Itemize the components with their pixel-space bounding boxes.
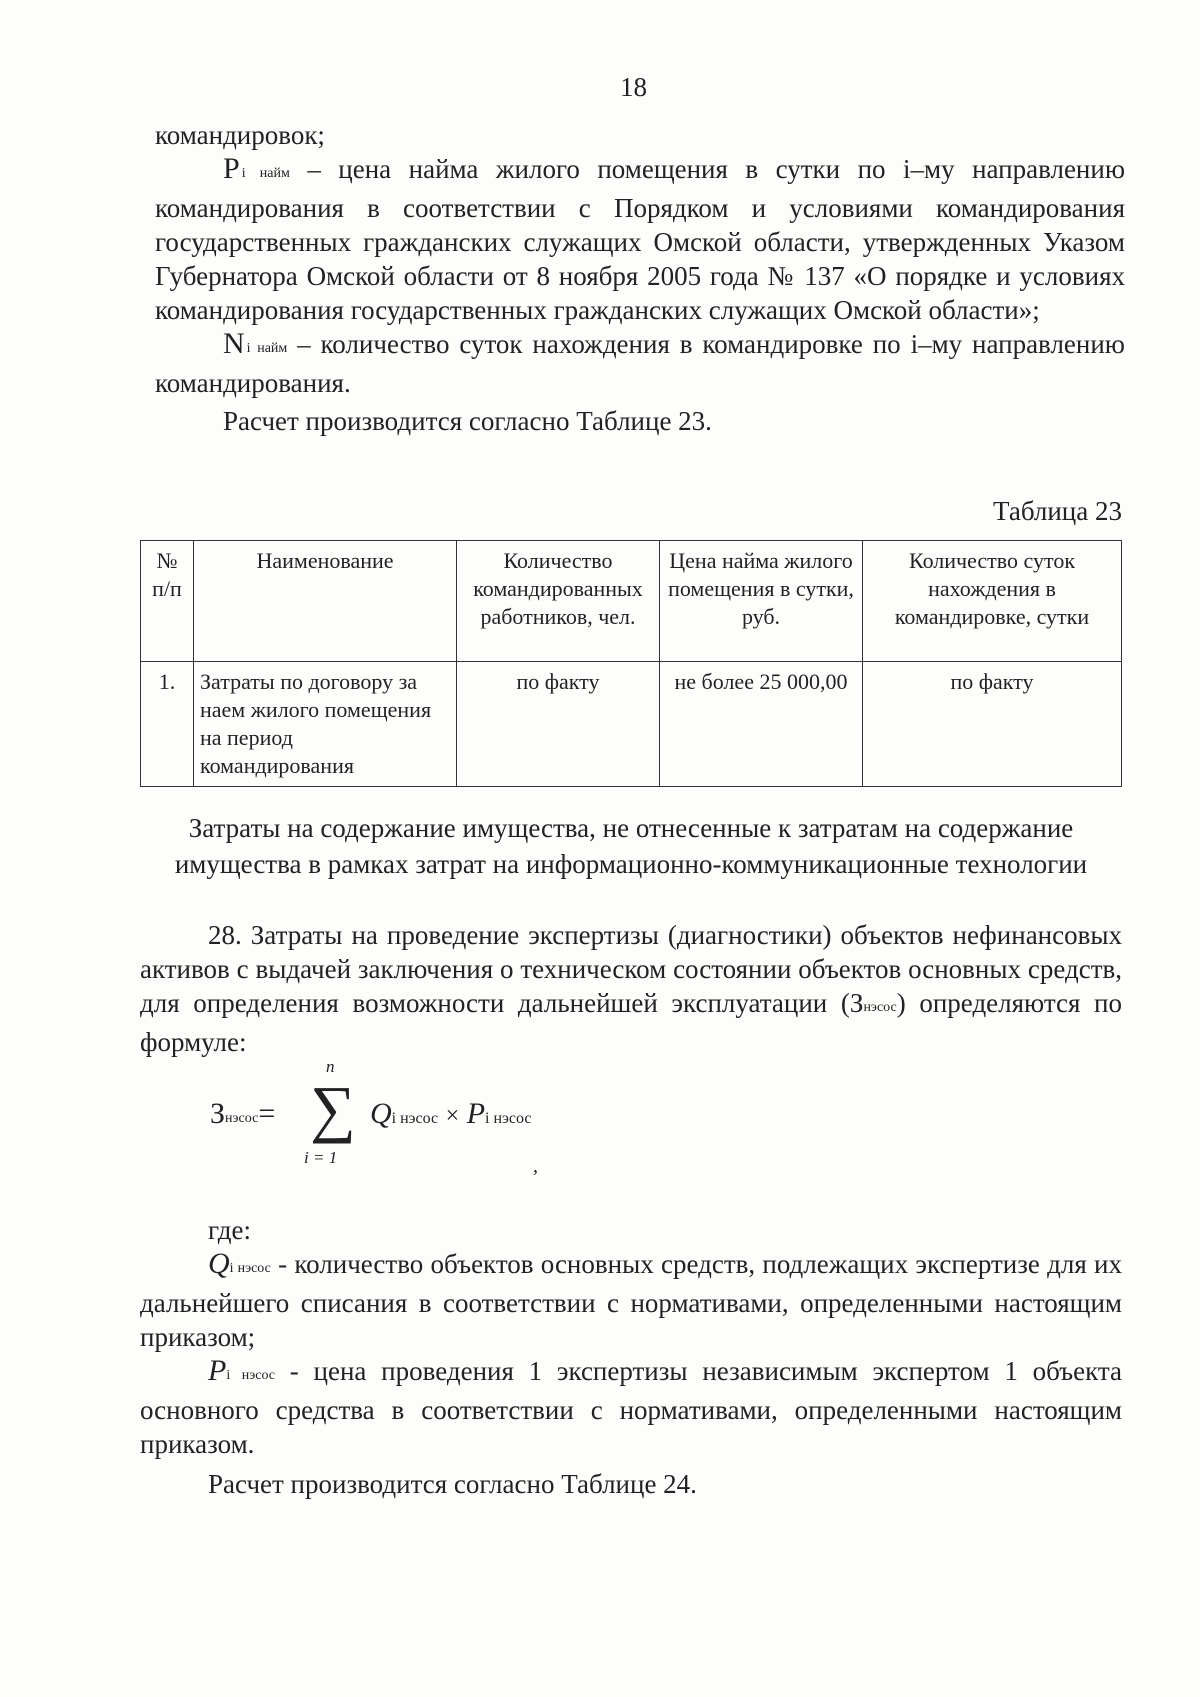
calc-note-23: Расчет производится согласно Таблице 23. (223, 406, 712, 436)
definition-p (140, 1354, 1122, 1461)
q-symbol: Q (208, 1247, 230, 1280)
definition-q (140, 1247, 1122, 1354)
formula-times: × (445, 1103, 460, 1129)
calc-note-24: Расчет производится согласно Таблице 24. (208, 1469, 697, 1499)
n-index: i найм (246, 341, 288, 356)
n-definition-text: – количество суток нахождения в командировке по i–му направлению командирования. (155, 329, 1125, 398)
where-label: где: (208, 1215, 251, 1245)
p28-text-before: 28. Затраты на проведение экспертизы (диагностики) объектов нефинансовых активов с выдачей заключения о техническом состоянии объектов основных средств, для определения возможности дальнейшей эксплуатации (З (140, 920, 1122, 1018)
formula-lhs-symbol: З (210, 1097, 226, 1130)
header-price: Цена найма жилого помещения в сутки, руб. (660, 541, 863, 662)
page-number: 18 (620, 72, 647, 102)
formula-q-index: i нэсос (391, 1110, 439, 1127)
paragraph-continuation (155, 118, 1125, 438)
q-index: i нэсос (229, 1261, 271, 1276)
formula-rhs (370, 1097, 532, 1131)
p-definition-text: – цена найма жилого помещения в сутки по i–му направлению командирования в соответствии с Порядком и условиями командирования государственных гражданских служащих Омской области, утвержденных Указом Губернатора Омской области от 8 ноября 2005 года № 137 «О порядке и условиях командирования государственных гражданских служащих Омской области»; (155, 154, 1125, 325)
paragraph-28 (140, 918, 1122, 1059)
header-num: № п/п (141, 541, 194, 662)
p-index-2: i нэсос (226, 1368, 276, 1383)
sum-lower-limit: i = 1 (304, 1148, 338, 1167)
p-symbol-2: P (208, 1354, 227, 1387)
n-symbol: N (223, 327, 247, 360)
formula-p-symbol: P (466, 1097, 486, 1130)
formula-lhs (210, 1097, 275, 1131)
formula-lhs-index: нэсос (225, 1111, 259, 1126)
definition-n-naim (155, 327, 1125, 400)
formula (210, 1055, 630, 1165)
table-row (141, 662, 1122, 787)
p-definition-text-2: - цена проведения 1 экспертизы независимым экспертом 1 объекта основного средства в соответствии с нормативами, определенными настоящим приказом. (140, 1356, 1122, 1459)
table-header-row (141, 541, 1122, 662)
line-trips: командировок; (155, 120, 325, 150)
definition-p-naim (155, 152, 1125, 327)
sum-sigma: ∑ (310, 1073, 356, 1144)
q-definition-text: - количество объектов основных средств, подлежащих экспертизе для их дальнейшего списания в соответствии с нормативами, определенными настоящим приказом; (140, 1249, 1122, 1352)
section-heading: Затраты на содержание имущества, не отнесенные к затратам на содержание имущества в рамках затрат на информационно-коммуникационные технологии (174, 813, 1088, 879)
formula-q-symbol: Q (370, 1097, 392, 1130)
header-name: Наименование (194, 541, 457, 662)
cell-days: по факту (863, 662, 1122, 787)
formula-p-index: i нэсос (485, 1110, 532, 1127)
p28-text-after: ) определяются по формуле: (140, 988, 1123, 1057)
p-symbol: P (223, 152, 242, 185)
p28-index: нэсос (863, 1000, 897, 1015)
header-count: Количество командированных работников, чел. (457, 541, 660, 662)
cell-num: 1. (141, 662, 194, 787)
definitions-block (140, 1213, 1122, 1501)
formula-equals: = (258, 1097, 276, 1130)
formula-comma: , (533, 1155, 538, 1177)
cell-price: не более 25 000,00 (660, 662, 863, 787)
table-caption: Таблица 23 (993, 496, 1122, 526)
cell-name: Затраты по договору за наем жилого помещения на период командирования (194, 662, 457, 787)
cell-count: по факту (457, 662, 660, 787)
p-index: i найм (241, 166, 290, 181)
sum-upper-limit: n (326, 1057, 335, 1076)
header-days: Количество суток нахождения в командировке, сутки (863, 541, 1122, 662)
table-23 (140, 540, 1122, 787)
